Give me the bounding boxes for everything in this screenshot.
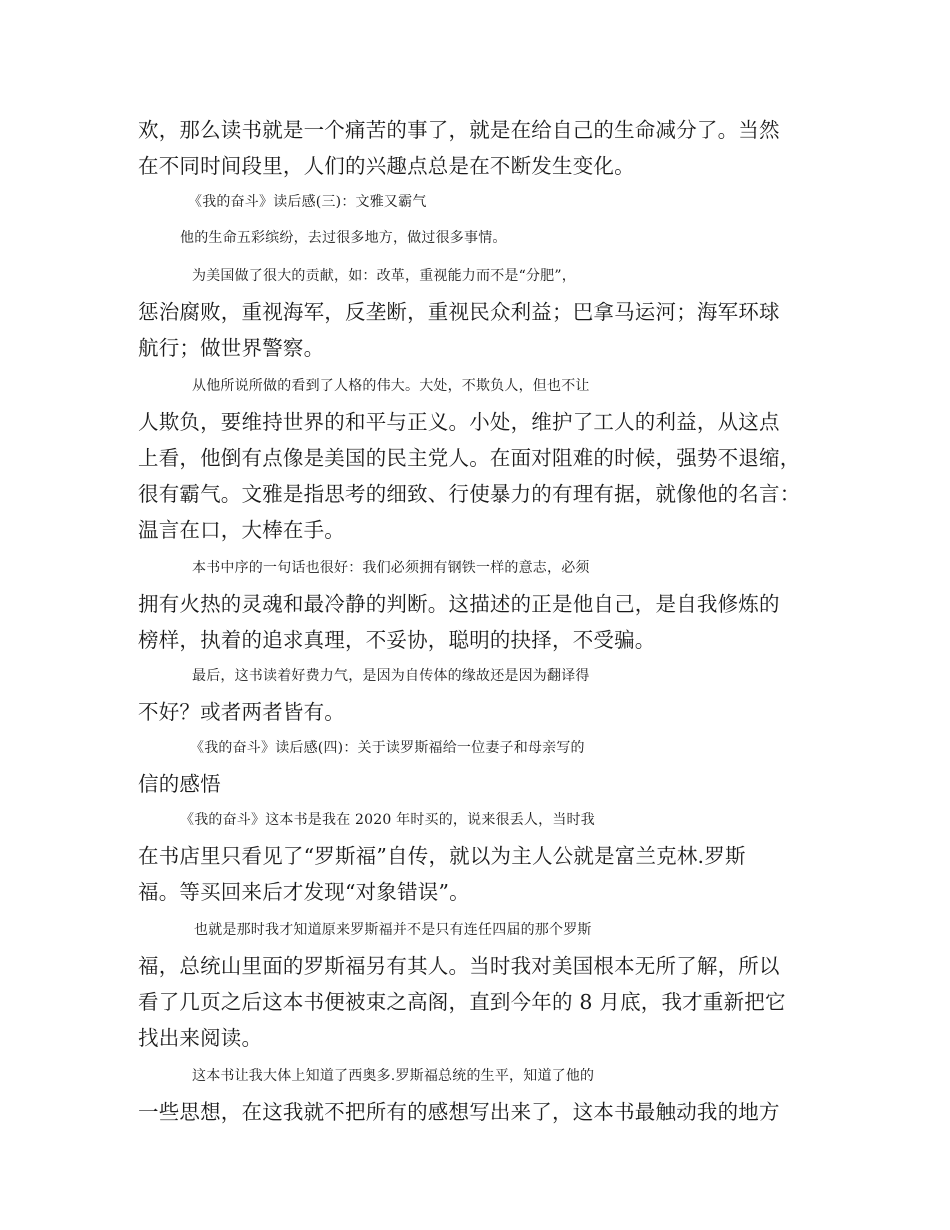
text-line: 本书中序的一句话也很好：我们必须拥有钢铁一样的意志，必须 bbox=[192, 560, 590, 576]
text-line: 他的生命五彩缤纷，去过很多地方，做过很多事情。 bbox=[180, 230, 507, 246]
text-line: 一些思想，在这我就不把所有的感想写出来了，这本书最触动我的地方 bbox=[138, 1100, 780, 1124]
text-line: 欢，那么读书就是一个痛苦的事了，就是在给自己的生命减分了。当然 bbox=[138, 118, 780, 142]
text-line: 看了几页之后这本书便被束之高阁，直到今年的 8 月底，我才重新把它 bbox=[138, 990, 786, 1014]
text-line: 这本书让我大体上知道了西奥多.罗斯福总统的生平，知道了他的 bbox=[192, 1068, 595, 1084]
text-line: 榜样，执着的追求真理，不妥协，聪明的抉择，不受骗。 bbox=[138, 628, 656, 652]
text-line: 在书店里只看见了“罗斯福”自传，就以为主人公就是富兰克林.罗斯 bbox=[138, 844, 746, 868]
text-line: 福，总统山里面的罗斯福另有其人。当时我对美国根本无所了解，所以 bbox=[138, 954, 780, 978]
text-line: 不好？或者两者皆有。 bbox=[138, 700, 345, 724]
text-line: 航行；做世界警察。 bbox=[138, 336, 325, 360]
text-line: 也就是那时我才知道原来罗斯福并不是只有连任四届的那个罗斯 bbox=[194, 922, 592, 938]
section-heading: 信的感悟 bbox=[138, 772, 221, 796]
text-line: 为美国做了很大的贡献，如：改革，重视能力而不是“分肥”， bbox=[192, 268, 576, 284]
text-line: 《我的奋斗》这本书是我在 2020 年时买的，说来很丢人，当时我 bbox=[180, 812, 595, 828]
text-line: 惩治腐败，重视海军，反垄断，重视民众利益；巴拿马运河；海军环球 bbox=[138, 300, 780, 324]
text-line: 最后，这书读着好费力气，是因为自传体的缘故还是因为翻译得 bbox=[192, 668, 590, 684]
text-line: 上看，他倒有点像是美国的民主党人。在面对阻难的时候，强势不退缩， bbox=[138, 446, 801, 470]
text-line: 很有霸气。文雅是指思考的细致、行使暴力的有理有据，就像他的名言： bbox=[138, 482, 801, 506]
text-line: 福。等买回来后才发现“对象错误”。 bbox=[138, 880, 470, 904]
section-heading: 《我的奋斗》读后感(三)：文雅又霸气 bbox=[188, 194, 427, 210]
text-line: 在不同时间段里，人们的兴趣点总是在不断发生变化。 bbox=[138, 154, 635, 178]
text-line: 温言在口，大棒在手。 bbox=[138, 518, 345, 542]
text-line: 找出来阅读。 bbox=[138, 1026, 263, 1050]
text-line: 人欺负，要维持世界的和平与正义。小处，维护了工人的利益，从这点 bbox=[138, 410, 780, 434]
text-line: 拥有火热的灵魂和最冷静的判断。这描述的正是他自己，是自我修炼的 bbox=[138, 592, 780, 616]
text-line: 从他所说所做的看到了人格的伟大。大处，不欺负人，但也不让 bbox=[192, 378, 590, 394]
section-heading: 《我的奋斗》读后感(四)：关于读罗斯福给一位妻子和母亲写的 bbox=[190, 740, 585, 756]
